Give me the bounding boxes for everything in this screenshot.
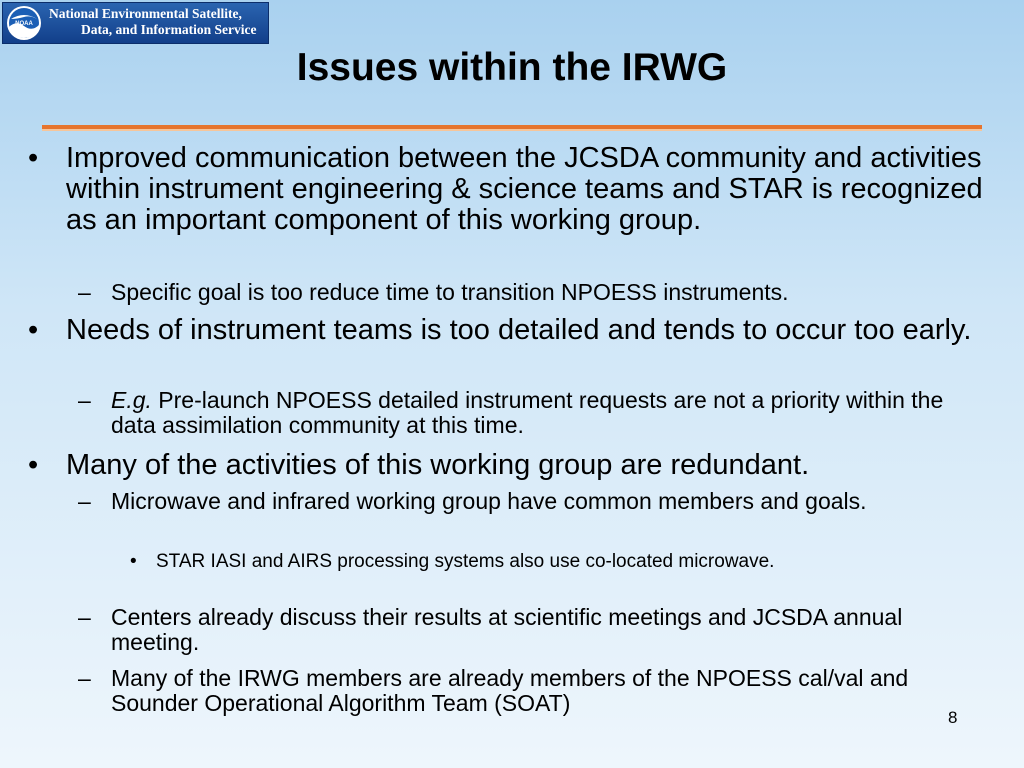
bullet-mark: – <box>78 665 91 691</box>
bullet-text: Needs of instrument teams is too detailed and tends to occur too early. <box>66 314 972 346</box>
noaa-logo-icon <box>6 5 42 41</box>
sub-bullet-item <box>78 604 991 655</box>
slide-title: Issues within the IRWG <box>296 46 728 89</box>
sub-bullet-item <box>78 387 991 438</box>
bullet-text: Microwave and infrared working group have common members and goals. <box>111 488 867 514</box>
bullet-text: Pre-launch NPOESS detailed instrument requests are not a priority within the data assimilation community at this time. <box>111 387 944 438</box>
noaa-logo-label: NOAA <box>15 21 33 27</box>
bullet-mark: – <box>78 604 91 630</box>
bullet-mark: • <box>28 142 39 174</box>
bullet-mark: – <box>78 488 91 514</box>
bullet-text: STAR IASI and AIRS processing systems also use co-located microwave. <box>156 551 775 572</box>
sub-bullet-item <box>78 665 991 716</box>
sub-sub-bullet-item <box>130 551 876 572</box>
bullet-item <box>28 449 996 481</box>
bullet-mark: – <box>78 279 91 305</box>
bullet-item <box>28 142 996 236</box>
bullet-mark: • <box>28 314 39 346</box>
org-line-1: National Environmental Satellite, <box>49 6 242 21</box>
bullet-text: Improved communication between the JCSDA community and activities within instrument engineering & science teams and STAR is recognized as an important component of this working group. <box>66 142 983 236</box>
org-line-2: Data, and Information Service <box>81 22 257 37</box>
bullet-text: Centers already discuss their results at scientific meetings and JCSDA annual meeting. <box>111 604 903 655</box>
sub-bullet-item <box>78 279 991 305</box>
noaa-nesdis-banner <box>2 2 269 44</box>
bullet-mark: • <box>28 449 39 481</box>
organization-name <box>49 6 257 38</box>
page-number: 8 <box>948 708 958 727</box>
bullet-mark: – <box>78 387 91 413</box>
sub-bullet-item <box>78 488 991 514</box>
bullet-emphasis: E.g. <box>111 387 152 413</box>
bullet-mark: • <box>130 551 137 572</box>
bullet-item <box>28 314 996 346</box>
title-divider <box>42 125 982 131</box>
bullet-text: Specific goal is too reduce time to transition NPOESS instruments. <box>111 279 789 305</box>
bullet-text: Many of the activities of this working group are redundant. <box>66 449 810 481</box>
bullet-text: Many of the IRWG members are already members of the NPOESS cal/val and Sounder Operational Algorithm Team (SOAT) <box>111 665 909 716</box>
